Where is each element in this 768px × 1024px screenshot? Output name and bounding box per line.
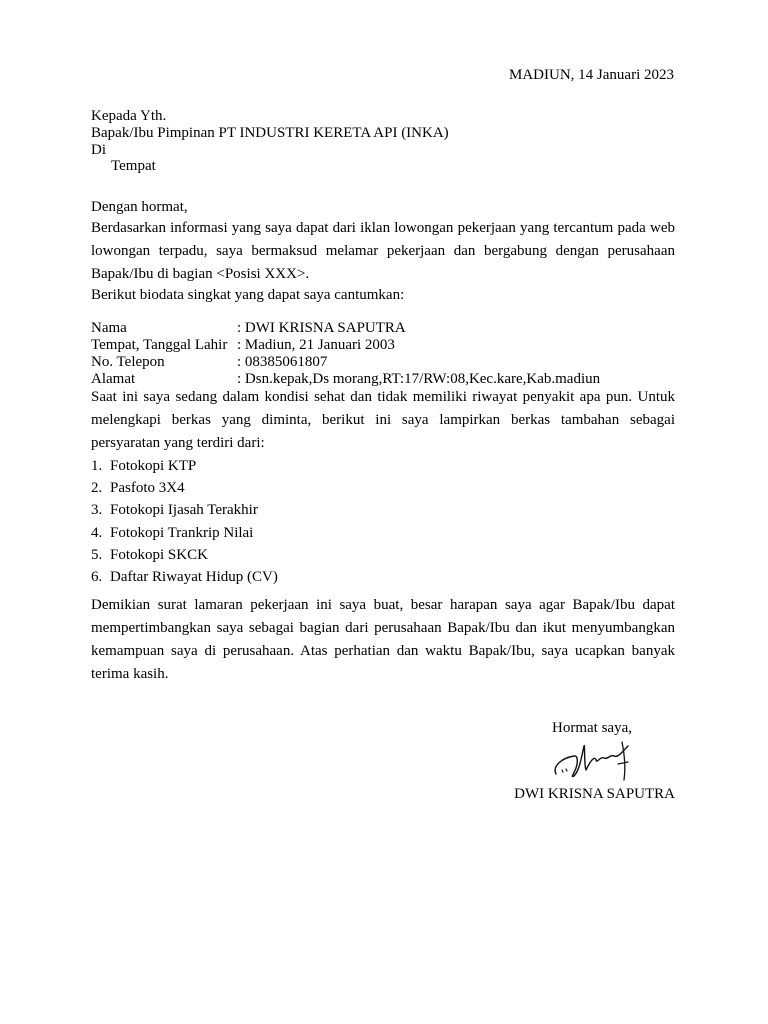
biodata-row	[91, 337, 600, 354]
letter-date: MADIUN, 14 Januari 2023	[509, 67, 674, 83]
list-item-text: Fotokopi Trankrip Nilai	[110, 524, 254, 541]
list-item	[91, 566, 278, 588]
biodata-table	[91, 320, 600, 388]
recipient-name: Bapak/Ibu Pimpinan PT INDUSTRI KERETA API (INKA)	[91, 125, 449, 141]
attachment-list	[91, 455, 278, 588]
intro-paragraph: Berdasarkan informasi yang saya dapat dari iklan lowongan pekerjaan yang tercantum pada web lowongan terpadu, saya bermaksud melamar pekerjaan dan bergabung dengan perusahaan Bapak/Ibu di bagian <Posisi XXX>.	[91, 220, 675, 282]
recipient-at: Di	[91, 142, 106, 158]
signature-icon	[548, 736, 634, 786]
closing-salutation: Hormat saya,	[552, 720, 632, 736]
biodata-row	[91, 320, 600, 337]
recipient-place: Tempat	[111, 158, 156, 174]
list-item	[91, 499, 278, 521]
signer-name: DWI KRISNA SAPUTRA	[514, 786, 675, 802]
bio-intro: Berikut biodata singkat yang dapat saya cantumkan:	[91, 287, 405, 303]
biodata-label: No. Telepon	[91, 354, 165, 370]
list-item-text: Fotokopi KTP	[110, 458, 197, 474]
list-item-number: 4.	[91, 524, 103, 541]
list-item	[91, 522, 278, 544]
closing-paragraph: Demikian surat lamaran pekerjaan ini saya buat, besar harapan saya agar Bapak/Ibu dapat mempertimbangkan saya sebagai bagian dari perusahaan Bapak/Ibu dan ikut menyumbangkan kemampuan saya di perusahaan. Atas perhatian dan waktu Bapak/Ibu, saya ucapkan banyak terima kasih.	[91, 597, 675, 682]
list-item-number: 3.	[91, 502, 103, 519]
greeting: Dengan hormat,	[91, 199, 188, 215]
biodata-value: : DWI KRISNA SAPUTRA	[237, 320, 406, 336]
biodata-label: Alamat	[91, 371, 136, 387]
biodata-value: : Madiun, 21 Januari 2003	[237, 337, 395, 353]
list-item	[91, 477, 278, 499]
condition-paragraph: Saat ini saya sedang dalam kondisi sehat dan tidak memiliki riwayat penyakit apa pun. Untuk melengkapi berkas yang diminta, berikut ini saya lampirkan berkas tambahan sebagai persyaratan yang terdiri dari:	[91, 389, 675, 451]
biodata-value: : 08385061807	[237, 354, 328, 370]
list-item-text: Daftar Riwayat Hidup (CV)	[110, 569, 278, 586]
list-item-text: Pasfoto 3X4	[110, 480, 185, 497]
list-item	[91, 455, 278, 477]
biodata-label: Tempat, Tanggal Lahir	[91, 337, 228, 353]
biodata-value: : Dsn.kepak,Ds morang,RT:17/RW:08,Kec.kare,Kab.madiun	[237, 371, 601, 387]
recipient-salutation: Kepada Yth.	[91, 108, 167, 124]
list-item-text: Fotokopi SKCK	[110, 546, 208, 563]
list-item-number: 5.	[91, 546, 103, 563]
list-item-number: 1.	[91, 458, 103, 474]
biodata-row	[91, 354, 600, 371]
list-item-text: Fotokopi Ijasah Terakhir	[110, 502, 258, 519]
biodata-label: Nama	[91, 320, 127, 336]
list-item	[91, 544, 278, 566]
list-item-number: 2.	[91, 480, 103, 497]
list-item-number: 6.	[91, 569, 103, 586]
